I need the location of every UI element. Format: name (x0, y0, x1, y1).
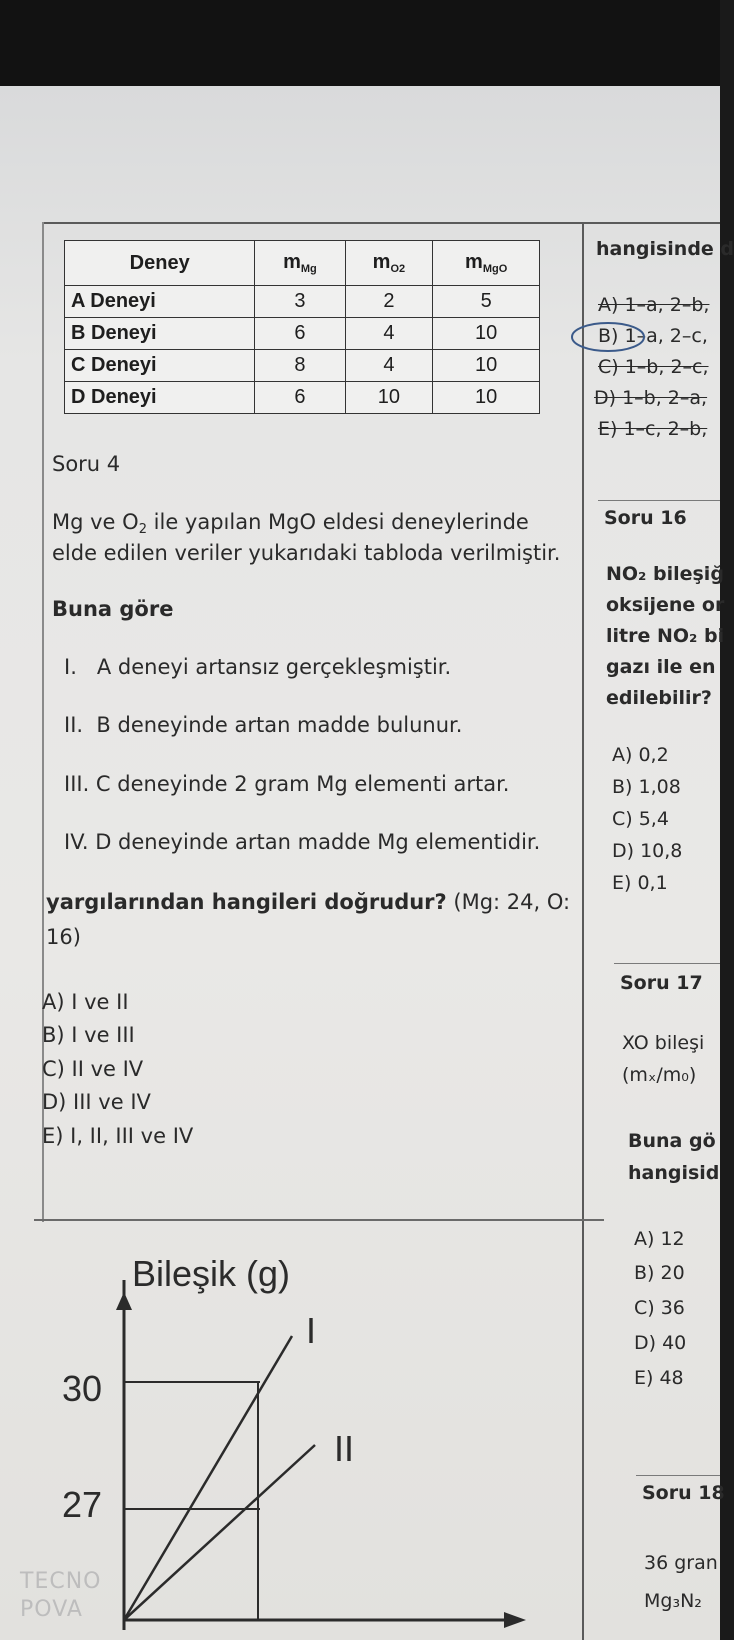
q17-lead-2: hangisid (628, 1162, 720, 1184)
q16-line-2: oksijene or (606, 594, 725, 616)
q17-option-b[interactable]: B) 20 (634, 1262, 685, 1284)
table-header-cell: Deney (65, 241, 255, 286)
table-cell: 10 (433, 382, 540, 414)
dark-top-border (0, 0, 720, 90)
prev-question-text: hangisinde d (596, 238, 734, 260)
camera-watermark (20, 1568, 101, 1624)
table-header-cell: $m_{O2}$ (345, 241, 433, 286)
question-4-intro-line-1: Mg ve O2 ile yapılan MgO eldesi deneylerinde (52, 510, 529, 537)
table-cell: 4 (345, 318, 433, 350)
experiment-table (64, 240, 540, 414)
graph-title: Bileşik (g) (132, 1253, 291, 1294)
q17-line-2: (mₓ/m₀) (622, 1064, 697, 1086)
q17-option-e[interactable]: E) 48 (634, 1367, 684, 1389)
table-header-cell: $m_{MgO}$ (433, 241, 540, 286)
option-d[interactable]: D) III ve IV (42, 1090, 151, 1114)
q16-option-b[interactable]: B) 1,08 (612, 776, 681, 798)
table-cell: 4 (345, 350, 433, 382)
q16-separator (598, 500, 720, 501)
table-row (65, 350, 540, 382)
option-b[interactable]: B) I ve III (42, 1023, 135, 1047)
table-cell: 3 (255, 286, 345, 318)
q17-line-1: XO bileşi (622, 1032, 705, 1054)
q17-option-d[interactable]: D) 40 (634, 1332, 687, 1354)
table-cell: 5 (433, 286, 540, 318)
q17-lead-1: Buna gö (628, 1130, 716, 1152)
q16-option-d[interactable]: D) 10,8 (612, 840, 683, 862)
option-a[interactable]: A) I ve II (42, 990, 129, 1014)
question-4-ask: yargılarından hangileri doğrudur? (Mg: 24, O: (46, 890, 571, 914)
q16-option-a[interactable]: A) 0,2 (612, 744, 669, 766)
q18-line-2: Mg₃N₂ (644, 1590, 702, 1612)
prev-option-b[interactable]: B) 1–a, 2–c, (598, 325, 708, 347)
statement-1: I. A deneyi artansız gerçekleşmiştir. (64, 655, 452, 679)
table-cell: B Deneyi (65, 318, 255, 350)
question-16-title: Soru 16 (604, 507, 687, 529)
q18-separator (636, 1475, 720, 1476)
table-cell: 6 (255, 318, 345, 350)
graph-line-label-II: II (334, 1428, 355, 1469)
q17-option-a[interactable]: A) 12 (634, 1228, 685, 1250)
graph-line-II (124, 1445, 315, 1620)
graph-line-label-I: I (306, 1310, 317, 1351)
q16-line-3: litre NO₂ bi (606, 625, 725, 647)
table-cell: 10 (433, 350, 540, 382)
q16-line-4: gazı ile en (606, 656, 716, 678)
q16-option-c[interactable]: C) 5,4 (612, 808, 669, 830)
table-cell: 10 (433, 318, 540, 350)
question-divider-line (34, 1219, 604, 1221)
table-row (65, 318, 540, 350)
question-4-intro-line-2: elde edilen veriler yukarıdaki tabloda verilmiştir. (52, 541, 561, 565)
q16-option-e[interactable]: E) 0,1 (612, 872, 668, 894)
table-cell: 10 (345, 382, 433, 414)
question-18-title: Soru 18 (642, 1482, 725, 1504)
table-cell: C Deneyi (65, 350, 255, 382)
graph-x-axis-arrow (504, 1612, 526, 1628)
prev-option-d[interactable]: D) 1–b, 2–a, (594, 387, 708, 409)
prev-option-c[interactable]: C) 1–b, 2–c, (598, 356, 709, 378)
q17-separator (614, 963, 720, 964)
prev-option-e[interactable]: E) 1–c, 2–b, (598, 418, 708, 440)
question-4-ask-line-2: 16) (46, 925, 81, 949)
q16-line-1: NO₂ bileşiğ (606, 563, 724, 585)
table-cell: 6 (255, 382, 345, 414)
table-header-cell: $m_{Mg}$ (255, 241, 345, 286)
table-cell: D Deneyi (65, 382, 255, 414)
watermark-line-2: POVA (20, 1597, 83, 1622)
q16-line-5: edilebilir? (606, 687, 712, 709)
question-4-lead: Buna göre (52, 597, 174, 621)
statement-2: II. B deneyinde artan madde bulunur. (64, 713, 463, 737)
table-cell: A Deneyi (65, 286, 255, 318)
prev-option-a[interactable]: A) 1–a, 2–b, (598, 294, 710, 316)
question-17-title: Soru 17 (620, 972, 703, 994)
top-border-line (42, 222, 720, 224)
statement-4: IV. D deneyinde artan madde Mg elementidir. (64, 830, 541, 854)
table-header-row (65, 241, 540, 286)
question-4-title: Soru 4 (52, 452, 121, 476)
graph-tick-30: 30 (62, 1368, 103, 1409)
table-cell: 8 (255, 350, 345, 382)
table-row (65, 286, 540, 318)
table-row (65, 382, 540, 414)
watermark-line-1: TECNO (20, 1569, 102, 1594)
graph-tick-27: 27 (62, 1484, 103, 1525)
option-c[interactable]: C) II ve IV (42, 1057, 144, 1081)
q17-option-c[interactable]: C) 36 (634, 1297, 685, 1319)
graph-y-axis-arrow (116, 1292, 132, 1310)
q18-line-1: 36 gran (644, 1552, 718, 1574)
selected-answer-circle (568, 320, 648, 354)
option-e[interactable]: E) I, II, III ve IV (42, 1124, 194, 1148)
statement-3: III. C deneyinde 2 gram Mg elementi artar. (64, 772, 510, 796)
table-cell: 2 (345, 286, 433, 318)
graph-line-I (124, 1336, 292, 1620)
